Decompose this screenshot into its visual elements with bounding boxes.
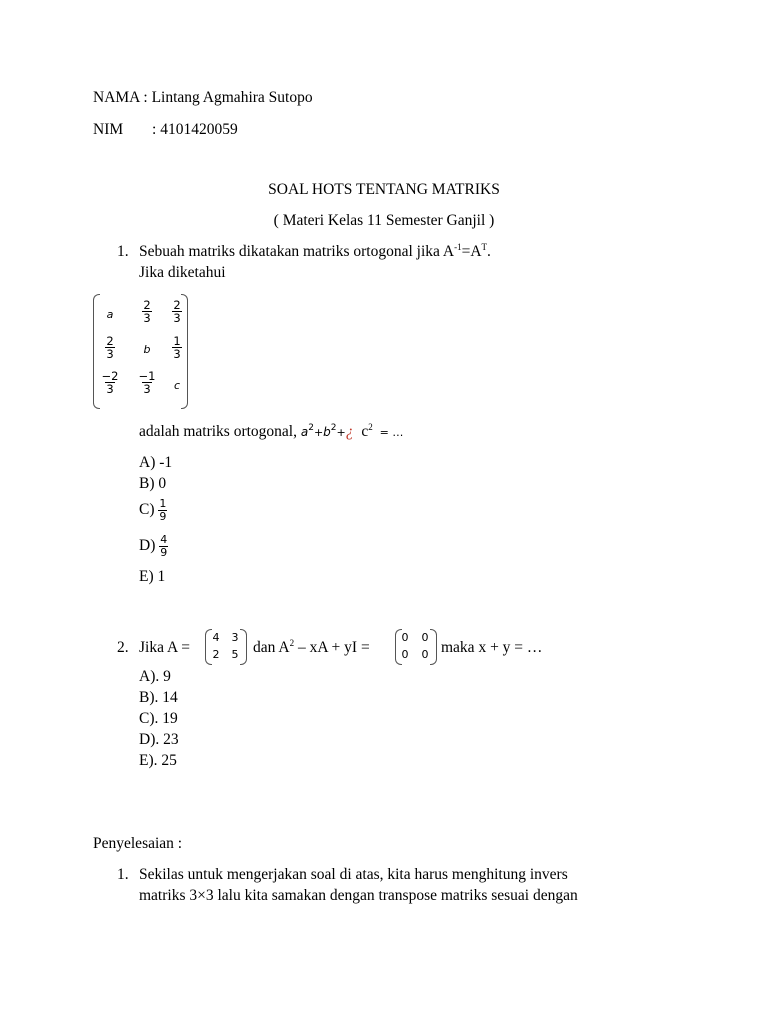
matrix-cell: b (143, 343, 151, 356)
matrix-cell: $\frac{1}{3}$ (173, 334, 181, 361)
name-line: NAMA : Lintang Agmahira Sutopo (93, 89, 313, 106)
q2-option-e: E). 25 (139, 752, 177, 769)
matrix-cell: 3 (231, 631, 239, 644)
matrix-cell: a (106, 308, 114, 321)
matrix-cell: 0 (421, 648, 429, 661)
matrix-cell: 0 (401, 631, 409, 644)
matrix-cell: $\frac{-2}{3}$ (101, 369, 119, 396)
q1-option-a: A) -1 (139, 454, 173, 471)
solution-line2: matriks 3×3 lalu kita samakan dengan transpose matriks sesuai dengan (139, 887, 578, 904)
matrix-cell: $\frac{2}{3}$ (173, 298, 181, 325)
nama-label: NAMA (93, 89, 140, 106)
q1-number: 1. (117, 243, 129, 260)
nim-value: 4101420059 (160, 121, 238, 138)
q1-option-d: D) $\frac{4}{9}$ (139, 532, 168, 559)
matrix-cell: $\frac{-1}{3}$ (138, 369, 156, 396)
matrix-cell: $\frac{2}{3}$ (143, 298, 151, 325)
q2-option-b: B). 14 (139, 689, 178, 706)
solution-number: 1. (117, 866, 129, 883)
nim-value-line: : 4101420059 (152, 121, 238, 138)
q1-question: adalah matriks ortogonal, $a^2+b^2+¿$ $c^2$ = … (139, 422, 404, 440)
matrix-cell: 5 (231, 648, 239, 661)
q1-option-e: E) 1 (139, 568, 166, 585)
q2-option-a: A). 9 (139, 668, 171, 685)
matrix-cell: 4 (212, 631, 220, 644)
matrix-cell: c (173, 379, 181, 392)
q1-text-line1: Sebuah matriks dikatakan matriks ortogonal jika $A^{-1}=A^T$. (139, 242, 491, 260)
q2-number: 2. (117, 639, 129, 656)
q2-text-end: maka x + y = … (441, 639, 543, 656)
q2-option-d: D). 23 (139, 731, 179, 748)
matrix-cell: 2 (212, 648, 220, 661)
q2-text-mid: dan $A^2$ – xA + yI = (253, 638, 370, 656)
doc-title: SOAL HOTS TENTANG MATRIKS (268, 181, 500, 198)
matrix-cell: 0 (421, 631, 429, 644)
q2-text-a: Jika A = (139, 639, 190, 656)
q1-option-b: B) 0 (139, 475, 167, 492)
solution-line1: Sekilas untuk mengerjakan soal di atas, kita harus menghitung invers (139, 866, 568, 883)
nama-value: Lintang Agmahira Sutopo (151, 89, 313, 106)
matrix-cell: 0 (401, 648, 409, 661)
nim-label: NIM (93, 121, 124, 138)
solution-heading: Penyelesaian : (93, 835, 183, 852)
q1-text-line2: Jika diketahui (139, 264, 226, 281)
q1-option-c: C) $\frac{1}{9}$ (139, 496, 167, 523)
matrix-cell: $\frac{2}{3}$ (106, 334, 114, 361)
q2-option-c: C). 19 (139, 710, 178, 727)
doc-subtitle: ( Materi Kelas 11 Semester Ganjil ) (273, 212, 495, 229)
